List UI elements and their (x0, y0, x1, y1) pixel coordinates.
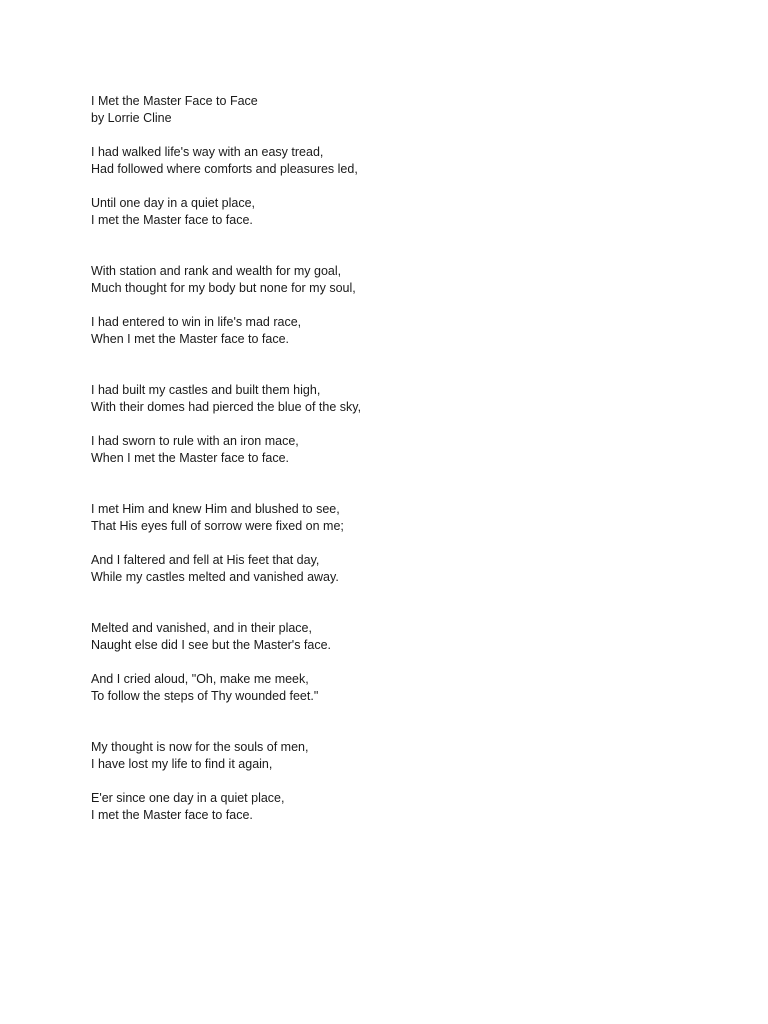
poem-line: I had walked life's way with an easy tread, (91, 145, 324, 159)
couplet (91, 790, 731, 824)
couplet (91, 433, 731, 467)
spacer (91, 127, 731, 144)
couplet (91, 263, 731, 297)
poem-line: Had followed where comforts and pleasures led, (91, 162, 358, 176)
spacer (91, 297, 731, 314)
poem-author: by Lorrie Cline (91, 111, 172, 125)
poem-line: Naught else did I see but the Master's face. (91, 638, 332, 652)
couplet (91, 739, 731, 773)
poem-line: And I cried aloud, "Oh, make me meek, (91, 672, 309, 686)
poem-line: While my castles melted and vanished away. (91, 570, 339, 584)
spacer (91, 178, 731, 195)
couplet (91, 382, 731, 416)
couplet (91, 314, 731, 348)
stanza (91, 501, 731, 586)
poem-line: With station and rank and wealth for my goal, (91, 264, 342, 278)
couplet (91, 620, 731, 654)
poem-line: When I met the Master face to face. (91, 451, 290, 465)
poem-line: I have lost my life to find it again, (91, 757, 273, 771)
stanza (91, 144, 731, 229)
poem-line: I met Him and knew Him and blushed to see, (91, 502, 340, 516)
stanza (91, 263, 731, 348)
couplet (91, 671, 731, 705)
poem-line: I met the Master face to face. (91, 808, 253, 822)
poem-title: I Met the Master Face to Face (91, 94, 258, 108)
stanza (91, 382, 731, 467)
poem-line: Melted and vanished, and in their place, (91, 621, 312, 635)
poem-line: I met the Master face to face. (91, 213, 253, 227)
spacer (91, 416, 731, 433)
spacer (91, 535, 731, 552)
spacer (91, 773, 731, 790)
poem-line: Until one day in a quiet place, (91, 196, 255, 210)
couplet (91, 195, 731, 229)
couplet (91, 144, 731, 178)
couplet (91, 552, 731, 586)
poem-line: I had sworn to rule with an iron mace, (91, 434, 299, 448)
poem-line: That His eyes full of sorrow were fixed on me; (91, 519, 344, 533)
spacer (91, 467, 731, 501)
poem-line: E'er since one day in a quiet place, (91, 791, 285, 805)
poem-line: When I met the Master face to face. (91, 332, 290, 346)
spacer (91, 654, 731, 671)
poem-line: I had entered to win in life's mad race, (91, 315, 302, 329)
poem-document (91, 93, 731, 824)
stanza (91, 620, 731, 705)
poem-line: Much thought for my body but none for my soul, (91, 281, 356, 295)
stanza (91, 739, 731, 824)
spacer (91, 348, 731, 382)
poem-body (91, 144, 731, 824)
poem-line: My thought is now for the souls of men, (91, 740, 309, 754)
spacer (91, 586, 731, 620)
couplet (91, 501, 731, 535)
poem-line: I had built my castles and built them high, (91, 383, 321, 397)
spacer (91, 705, 731, 739)
poem-line: To follow the steps of Thy wounded feet." (91, 689, 319, 703)
poem-line: And I faltered and fell at His feet that day, (91, 553, 320, 567)
poem-line: With their domes had pierced the blue of the sky, (91, 400, 362, 414)
spacer (91, 229, 731, 263)
